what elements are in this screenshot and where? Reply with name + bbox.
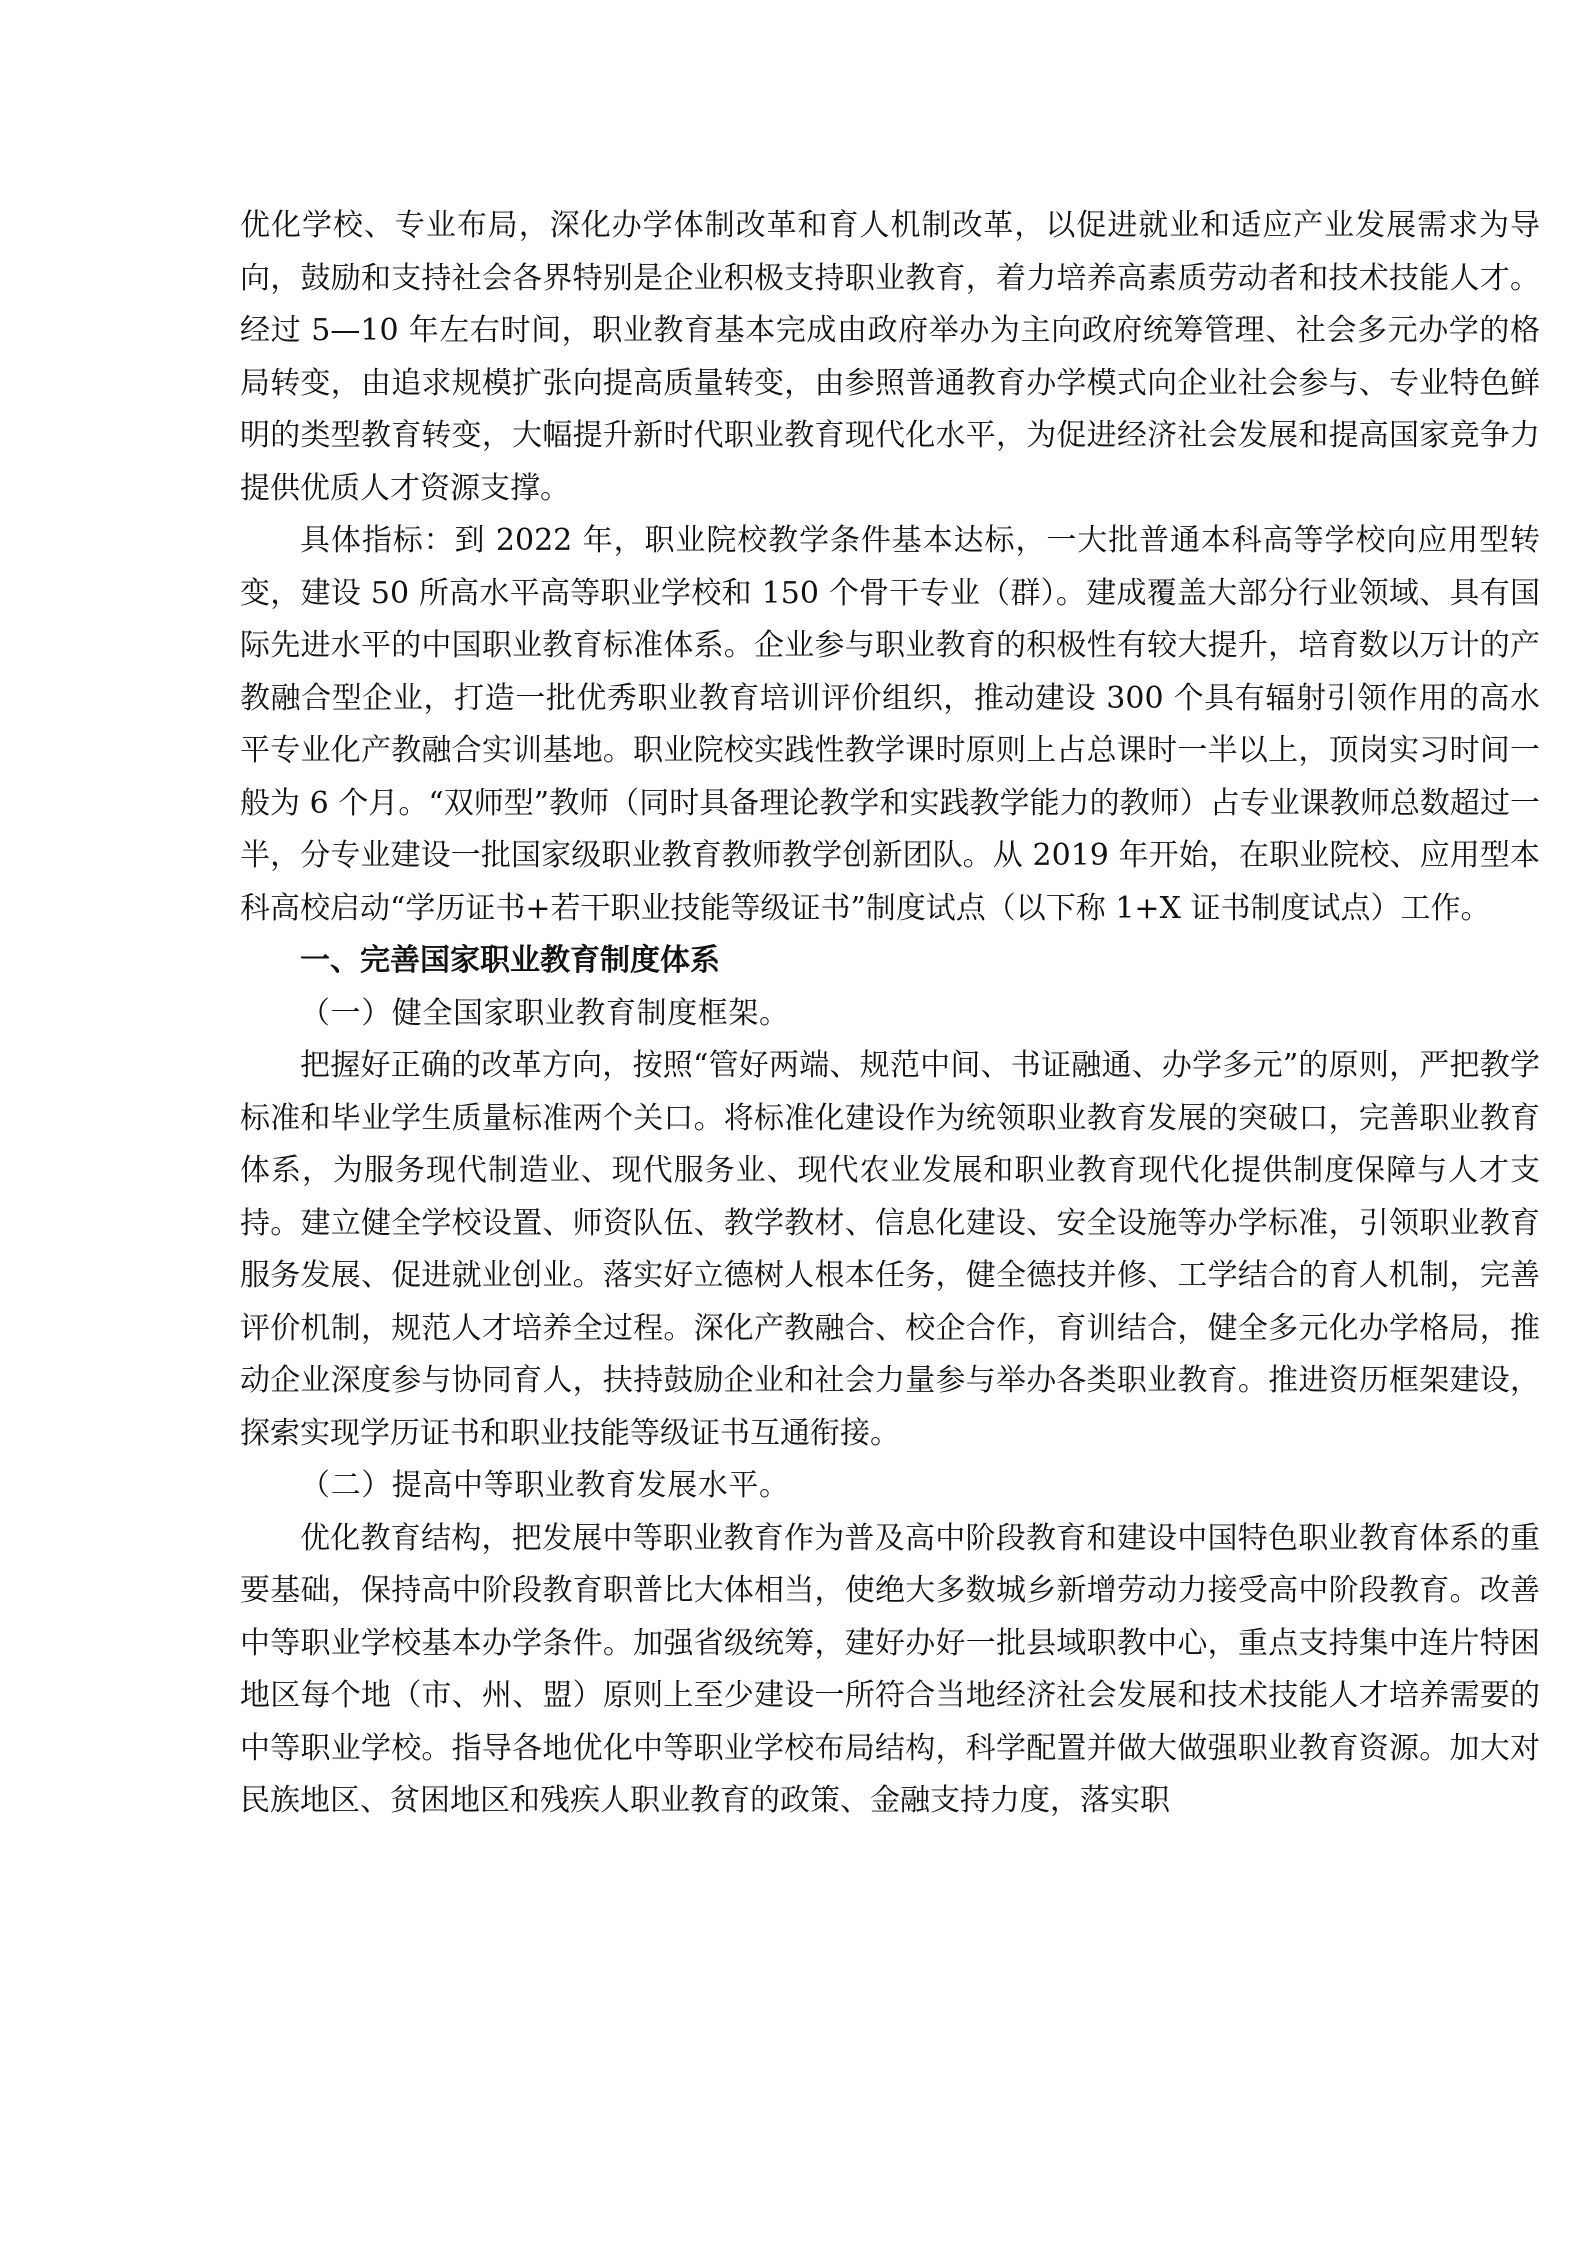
document-page (240, 200, 1540, 1828)
subsection-2-heading: （二）提高中等职业教育发展水平。 (300, 1468, 790, 1503)
section-1-heading: 一、完善国家职业教育制度体系 (300, 943, 720, 978)
subsection-1-heading: （一）健全国家职业教育制度框架。 (300, 995, 790, 1031)
subsection-1-paragraph: 把握好正确的改革方向，按照“管好两端、规范中间、书证融通、办学多元”的原则，严把教学标准和毕业学生质量标准两个关口。将标准化建设作为统领职业教育发展的突破口，完善职业教育体系，为服务现代制造业、现代服务业、现代农业发展和职业教育现代化提供制度保障与人才支持。建立健全学校设置、师资队伍、教学教材、信息化建设、安全设施等办学标准，引领职业教育服务发展、促进就业创业。落实好立德树人根本任务，健全德技并修、工学结合的育人机制，完善评价机制，规范人才培养全过程。深化产教融合、校企合作，育训结合，健全多元化办学格局，推动企业深度参与协同育人，扶持鼓励企业和社会力量参与举办各类职业教育。推进资历框架建设，探索实现学历证书和职业技能等级证书互通衔接。 (240, 1048, 1540, 1451)
subsection-2-paragraph: 优化教育结构，把发展中等职业教育作为普及高中阶段教育和建设中国特色职业教育体系的重要基础，保持高中阶段教育职普比大体相当，使绝大多数城乡新增劳动力接受高中阶段教育。改善中等职业学校基本办学条件。加强省级统筹，建好办好一批县域职教中心，重点支持集中连片特困地区每个地（市、州、盟）原则上至少建设一所符合当地经济社会发展和技术技能人才培养需要的中等职业学校。指导各地优化中等职业学校布局结构，科学配置并做大做强职业教育资源。加大对民族地区、贫困地区和残疾人职业教育的政策、金融支持力度，落实职 (240, 1520, 1540, 1818)
specific-targets-paragraph: 具体指标：到 2022 年，职业院校教学条件基本达标，一大批普通本科高等学校向应用型转变，建设 50 所高水平高等职业学校和 150 个骨干专业（群）。建成覆盖大部分行业领域、具有国际先进水平的中国职业教育标准体系。企业参与职业教育的积极性有较大提升，培育数以万计的产教融合型企业，打造一批优秀职业教育培训评价组织，推动建设 300 个具有辐射引领作用的高水平专业化产教融合实训基地。职业院校实践性教学课时原则上占总课时一半以上，顶岗实习时间一般为 6 个月。“双师型”教师（同时具备理论教学和实践教学能力的教师）占专业课教师总数超过一半，分专业建设一批国家级职业教育教师教学创新团队。从 2019 年开始，在职业院校、应用型本科高校启动“学历证书+若干职业技能等级证书”制度试点（以下称 1+X 证书制度试点）工作。 (240, 523, 1540, 926)
intro-continuation-paragraph: 优化学校、专业布局，深化办学体制改革和育人机制改革，以促进就业和适应产业发展需求为导向，鼓励和支持社会各界特别是企业积极支持职业教育，着力培养高素质劳动者和技术技能人才。经过 5—10 年左右时间，职业教育基本完成由政府举办为主向政府统筹管理、社会多元办学的格局转变，由追求规模扩张向提高质量转变，由参照普通教育办学模式向企业社会参与、专业特色鲜明的类型教育转变，大幅提升新时代职业教育现代化水平，为促进经济社会发展和提高国家竞争力提供优质人才资源支撑。 (240, 208, 1540, 506)
